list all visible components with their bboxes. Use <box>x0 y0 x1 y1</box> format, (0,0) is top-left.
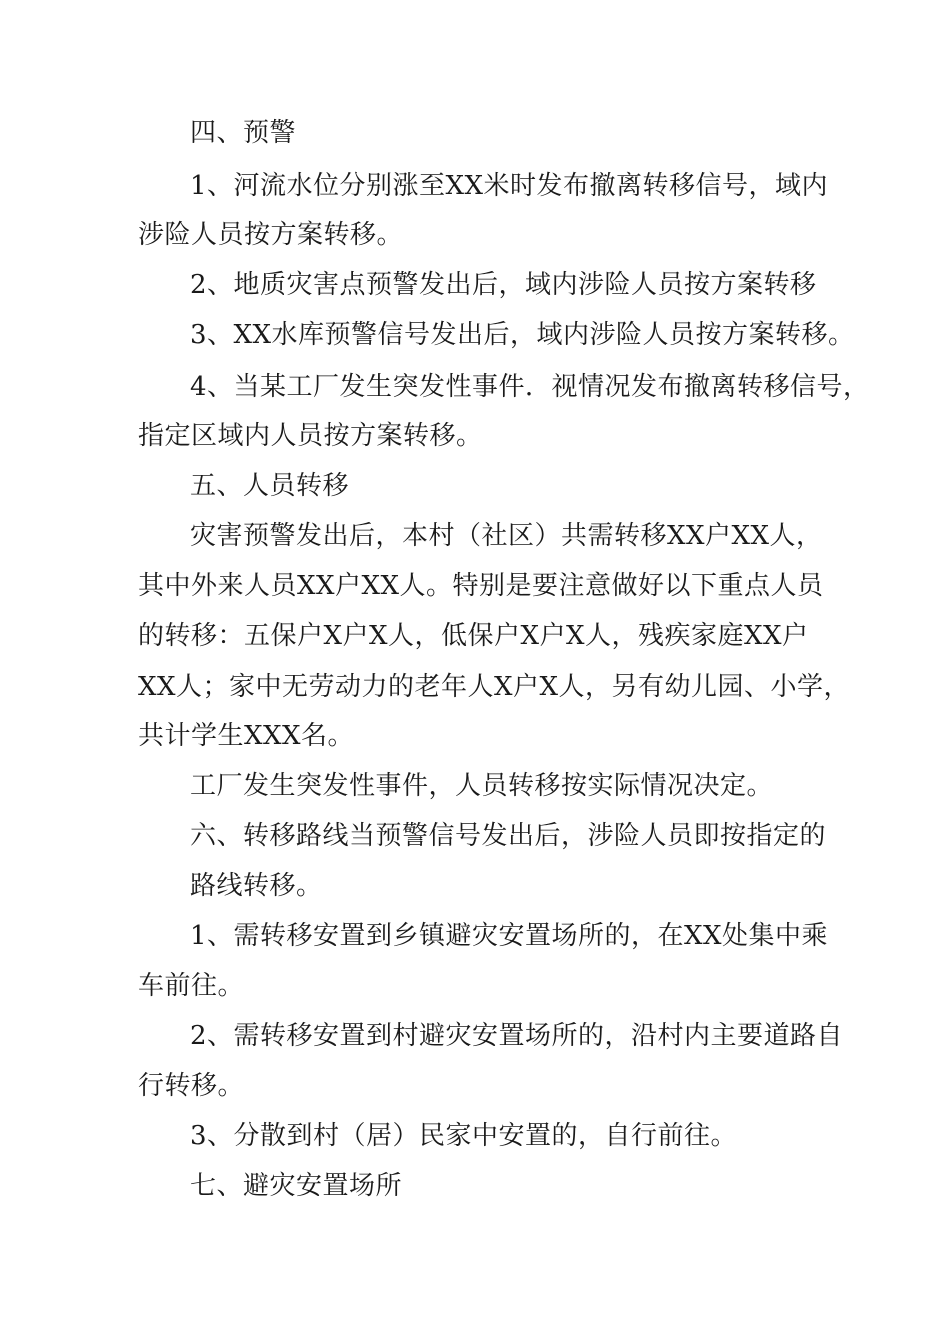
paragraph-line: 路线转移。 <box>190 871 323 901</box>
section-heading-transfer-route: 六、转移路线当预警信号发出后，涉险人员即按指定的 <box>190 821 827 851</box>
paragraph-line: 2、地质灾害点预警发出后，域内涉险人员按方案转移 <box>190 270 817 300</box>
paragraph-line: 指定区域内人员按方案转移。 <box>138 421 483 451</box>
paragraph-line: 3、XX水库预警信号发出后，域内涉险人员按方案转移。 <box>190 320 855 350</box>
section-heading-shelter: 七、避灾安置场所 <box>190 1171 403 1201</box>
paragraph-line: 1、需转移安置到乡镇避灾安置场所的，在XX处集中乘 <box>190 921 829 951</box>
paragraph-line: 2、需转移安置到村避灾安置场所的，沿村内主要道路自 <box>190 1021 844 1051</box>
paragraph-line: 共计学生XXX名。 <box>138 721 355 751</box>
paragraph-line: 3、分散到村（居）民家中安置的，自行前往。 <box>190 1121 738 1151</box>
paragraph-line: 工厂发生突发性事件，人员转移按实际情况决定。 <box>190 771 774 801</box>
paragraph-line: 车前往。 <box>138 971 245 1001</box>
paragraph-line: 涉险人员按方案转移。 <box>138 220 404 250</box>
paragraph-line: 的转移：五保户X户X人，低保户X户X人，残疾家庭XX户 <box>138 621 809 651</box>
section-heading-warning: 四、预警 <box>190 118 297 148</box>
paragraph-line: XX人；家中无劳动力的老年人X户X人，另有幼儿园、小学， <box>138 672 851 702</box>
section-heading-personnel-transfer: 五、人员转移 <box>190 471 350 501</box>
paragraph-line: 行转移。 <box>138 1071 245 1101</box>
paragraph-line: 其中外来人员XX户XX人。特别是要注意做好以下重点人员 <box>138 571 824 601</box>
paragraph-line: 灾害预警发出后，本村（社区）共需转移XX户XX人， <box>190 521 823 551</box>
paragraph-line: 4、当某工厂发生突发性事件．视情况发布撤离转移信号， <box>190 372 870 402</box>
paragraph-line: 1、河流水位分别涨至XX米时发布撤离转移信号，域内 <box>190 171 829 201</box>
